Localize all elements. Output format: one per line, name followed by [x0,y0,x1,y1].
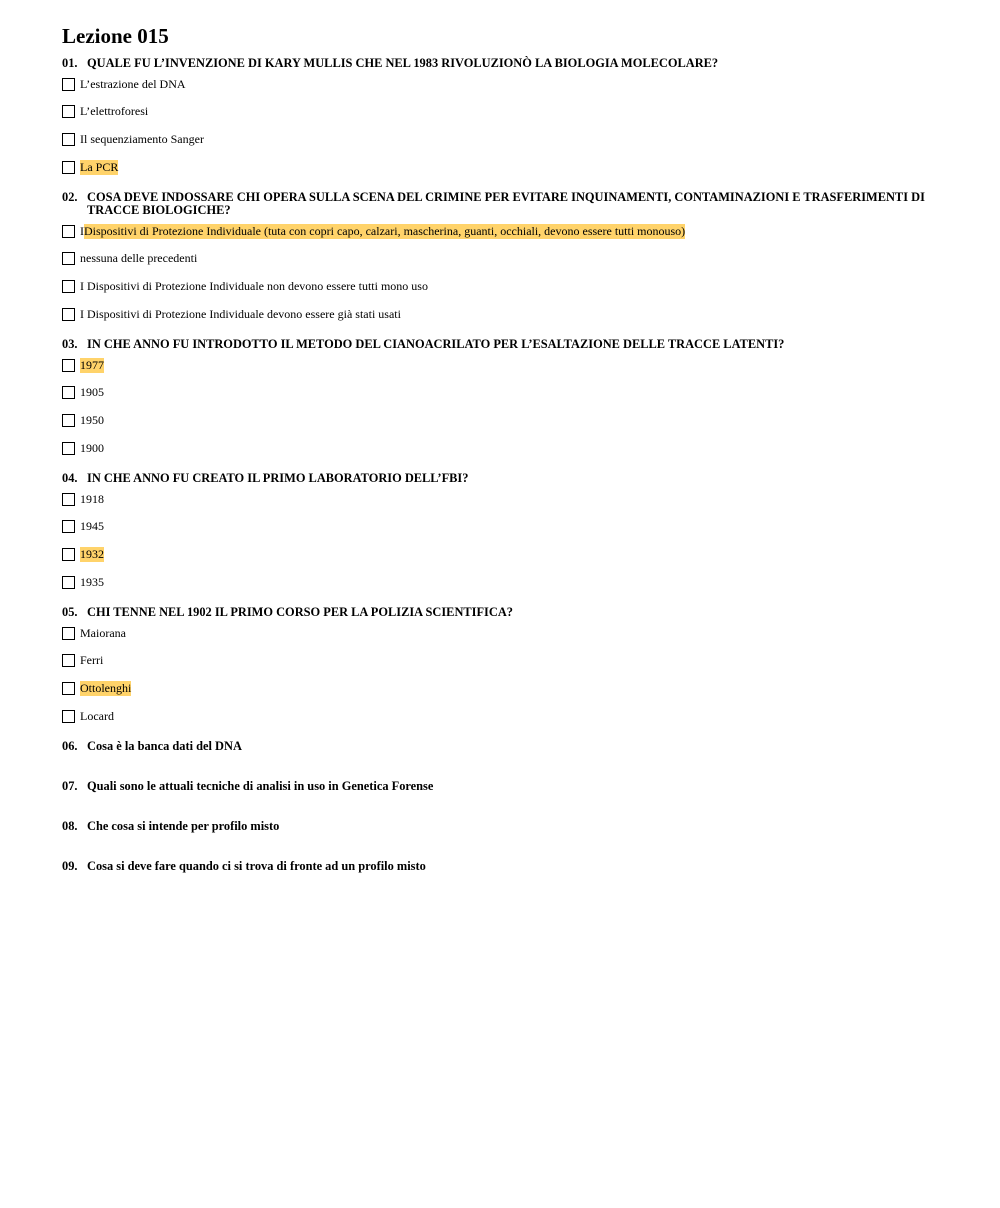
answer-list [62,491,942,590]
answer-text: I Dispositivi di Protezione Individuale non devono essere tutti mono uso [80,278,428,293]
answer-option[interactable] [62,357,942,373]
answer-text-highlighted: Ottolenghi [80,681,132,696]
question-number: 01. [62,56,78,70]
question-label: Cosa è la banca dati del DNA [87,739,242,754]
question-label: Quali sono le attuali tecniche di analisi in uso in Genetica Forense [87,779,434,794]
answer-text: nessuna delle precedenti [80,251,198,266]
question-label: CHI TENNE NEL 1902 IL PRIMO CORSO PER LA POLIZIA SCIENTIFICA? [87,605,513,620]
answer-list [62,223,942,322]
answer-text: L’elettroforesi [80,104,149,119]
question-number: 03. [62,337,78,352]
question-block [62,338,942,456]
answer-option[interactable] [62,653,942,669]
question-text [62,191,942,217]
answer-text: Ferri [80,653,104,668]
question-number: 05. [62,605,78,620]
answer-option[interactable] [62,413,942,429]
question-block [62,472,942,590]
answer-list [62,625,942,724]
answer-checkbox[interactable] [62,133,75,146]
open-question [62,860,942,873]
answer-list [62,76,942,175]
answer-text: Il sequenziamento Sanger [80,131,204,146]
answer-text: 1900 [80,440,104,455]
question-list [62,57,942,724]
question-block [62,57,942,175]
answer-checkbox[interactable] [62,252,75,265]
question-block [62,606,942,724]
answer-checkbox[interactable] [62,105,75,118]
answer-option[interactable] [62,547,942,563]
question-number: 02. [62,190,78,205]
question-number: 07. [62,779,78,794]
answer-text: Maiorana [80,625,126,640]
open-question [62,740,942,753]
answer-option[interactable] [62,625,942,641]
answer-text-highlighted: 1977 [80,357,104,372]
answer-option[interactable] [62,131,942,147]
answer-option[interactable] [62,76,942,92]
question-number: 08. [62,819,78,834]
answer-checkbox[interactable] [62,78,75,91]
answer-checkbox[interactable] [62,520,75,533]
answer-checkbox[interactable] [62,627,75,640]
document-page [62,24,942,900]
answer-text: Locard [80,708,114,723]
answer-option[interactable] [62,681,942,697]
question-label: IN CHE ANNO FU INTRODOTTO IL METODO DEL CIANOACRILATO PER L’ESALTAZIONE DELLE TRACCE LATENTI? [87,337,785,352]
answer-option[interactable] [62,440,942,456]
answer-text: 1935 [80,574,104,589]
answer-option[interactable] [62,278,942,294]
answer-text-highlighted: La PCR [80,159,119,174]
answer-option[interactable] [62,251,942,267]
question-block [62,191,942,322]
open-question [62,780,942,793]
answer-option[interactable] [62,159,942,175]
answer-checkbox[interactable] [62,442,75,455]
answer-checkbox[interactable] [62,386,75,399]
answer-checkbox[interactable] [62,548,75,561]
answer-text: 1918 [80,491,104,506]
answer-text: 1945 [80,519,104,534]
answer-option[interactable] [62,104,942,120]
answer-text: 1950 [80,413,104,427]
question-label: Cosa si deve fare quando ci si trova di fronte ad un profilo misto [87,859,426,874]
question-number: 09. [62,859,78,874]
answer-option[interactable] [62,491,942,507]
answer-option[interactable] [62,708,942,724]
question-text [62,338,942,351]
answer-checkbox[interactable] [62,161,75,174]
question-label: IN CHE ANNO FU CREATO IL PRIMO LABORATORIO DELL’FBI? [87,471,469,486]
question-text [62,472,942,485]
answer-option[interactable] [62,519,942,535]
answer-checkbox[interactable] [62,576,75,589]
question-label: QUALE FU L’INVENZIONE DI KARY MULLIS CHE NEL 1983 RIVOLUZIONÒ LA BIOLOGIA MOLECOLARE? [87,56,719,70]
answer-checkbox[interactable] [62,710,75,723]
answer-list [62,357,942,456]
answer-prefix: I [80,223,84,238]
answer-option[interactable] [62,385,942,401]
answer-text-highlighted: Dispositivi di Protezione Individuale (tuta con copri capo, calzari, mascherina, guanti, occhiali, devono essere tutti monouso) [84,223,686,238]
question-text [62,606,942,619]
question-text [62,57,942,70]
answer-text: I Dispositivi di Protezione Individuale devono essere già stati usati [80,306,401,321]
answer-checkbox[interactable] [62,414,75,427]
answer-checkbox[interactable] [62,225,75,238]
answer-text: 1905 [80,385,104,400]
open-question-list [62,740,942,873]
question-number: 06. [62,739,78,754]
lesson-title: Lezione 015 [62,24,169,48]
answer-checkbox[interactable] [62,682,75,695]
answer-checkbox[interactable] [62,359,75,372]
question-label: Che cosa si intende per profilo misto [87,819,280,834]
answer-text-highlighted: 1932 [80,547,104,562]
answer-option[interactable] [62,574,942,590]
open-question [62,820,942,833]
question-number: 04. [62,471,78,486]
answer-option[interactable] [62,306,942,322]
question-label: COSA DEVE INDOSSARE CHI OPERA SULLA SCENA DEL CRIMINE PER EVITARE INQUINAMENTI, CONTAMINAZIONI E TRASFERIMENTI DI TRACCE BIOLOGICHE? [87,190,925,218]
answer-checkbox[interactable] [62,493,75,506]
answer-checkbox[interactable] [62,280,75,293]
answer-text: L’estrazione del DNA [80,76,186,91]
answer-checkbox[interactable] [62,308,75,321]
answer-option[interactable] [62,223,942,239]
answer-checkbox[interactable] [62,654,75,667]
